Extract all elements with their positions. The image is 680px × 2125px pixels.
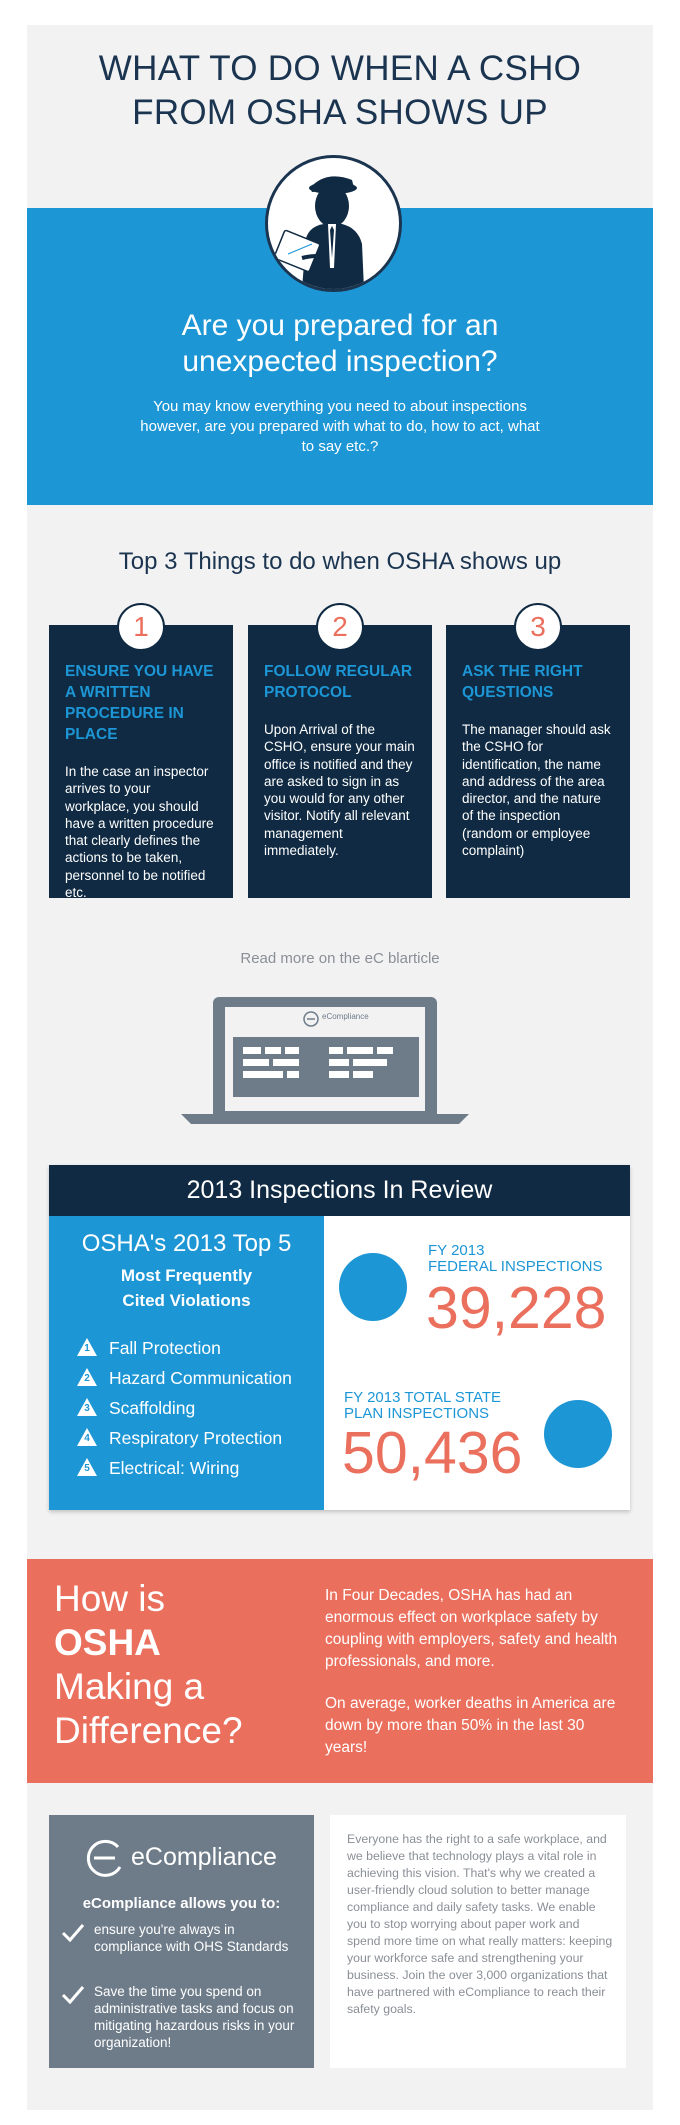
warning-triangle-icon: 1 [77, 1338, 97, 1356]
tip-text: In the case an inspector arrives to your workplace, you should have a written procedure that clearly defines the actions to be taken, personnel to be notified etc. [65, 764, 214, 901]
top3-title: Top 3 Things to do when OSHA shows up [118, 548, 562, 575]
stat-circle [339, 1253, 407, 1321]
read-more-link[interactable]: Read more on the eC blarticle [240, 950, 440, 967]
ecompliance-logo-text: eCompliance [131, 1843, 277, 1871]
laptop-logo-text: eCompliance [322, 1012, 369, 1021]
tip-heading: ASK THE RIGHT QUESTIONS [462, 663, 583, 701]
difference-heading: How is OSHA Making a Difference? [54, 1578, 243, 1751]
inspector-icon [268, 158, 399, 289]
difference-banner [27, 1559, 653, 1783]
tip-heading: FOLLOW REGULAR PROTOCOL [264, 663, 413, 701]
tip-card-3 [446, 611, 630, 898]
ecompliance-title: eCompliance allows you to: [82, 1895, 281, 1912]
violation-item: 1 Fall Protection [77, 1336, 221, 1360]
inspections-review [49, 1165, 630, 1510]
tip-text: Upon Arrival of the CSHO, ensure your main office is notified and they are asked to sign in as you would for any other visitor. Notify all relevant management immediately. [264, 722, 415, 859]
infographic [27, 25, 653, 2110]
difference-text-2: On average, worker deaths in America are down by more than 50% in the last 30 years! [325, 1695, 616, 1756]
about-panel [330, 1815, 626, 2068]
page-title: WHAT TO DO WHEN A CSHO FROM OSHA SHOWS UP [98, 49, 582, 132]
hero-text: You may know everything you need to about inspections however, are you prepared with what to do, how to act, what to say etc.? [140, 398, 540, 455]
violations-panel [49, 1216, 324, 1510]
top5-heading: OSHA's 2013 Top 5 [81, 1230, 292, 1257]
federal-value: 39,228 [426, 1275, 607, 1341]
violation-item: 4 Respiratory Protection [77, 1426, 282, 1450]
warning-triangle-icon: 3 [77, 1398, 97, 1416]
tip-number: 3 [514, 603, 562, 651]
laptop-illustration [181, 997, 469, 1124]
warning-triangle-icon: 4 [77, 1428, 97, 1446]
inspection-stats [324, 1216, 630, 1510]
ecompliance-benefit: ensure you're always in compliance with OHS Standards [94, 1922, 289, 1954]
tip-heading: ENSURE YOU HAVE A WRITTEN PROCEDURE IN PLACE [65, 663, 214, 743]
violation-item: 3 Scaffolding [77, 1396, 195, 1420]
federal-label: FY 2013 FEDERAL INSPECTIONS [428, 1242, 603, 1275]
difference-text-1: In Four Decades, OSHA has had an enormous effect on workplace safety by coupling with employers, safety and health professionals, and more. [325, 1587, 618, 1670]
tip-number: 1 [117, 603, 165, 651]
stat-circle [544, 1400, 612, 1468]
tip-card-1 [49, 611, 233, 901]
tip-card-2 [248, 611, 432, 898]
violation-item: 2 Hazard Communication [77, 1366, 292, 1390]
state-label: FY 2013 TOTAL STATE PLAN INSPECTIONS [344, 1389, 502, 1422]
ecompliance-panel [49, 1815, 314, 2068]
tip-text: The manager should ask the CSHO for identification, the name and address of the area director, and the nature of the inspection (random or employee complaint) [462, 722, 611, 859]
warning-triangle-icon: 2 [77, 1368, 97, 1386]
ecompliance-logo-icon [85, 1837, 127, 1879]
top5-subheading: Most Frequently Cited Violations [120, 1266, 253, 1310]
state-value: 50,436 [342, 1420, 523, 1486]
hero-heading: Are you prepared for an unexpected inspection? [181, 309, 499, 378]
violation-item: 5 Electrical: Wiring [77, 1456, 239, 1480]
inspections-title: 2013 Inspections In Review [49, 1165, 630, 1216]
tip-number: 2 [316, 603, 364, 651]
about-text: Everyone has the right to a safe workplace, and we believe that technology plays a vital role in achieving this vision. That's why we created a user-friendly cloud solution to better manage compliance and daily safety tasks. We enable you to stop worrying about paper work and spend more time on what really matters: keeping your workforce safe and strengthening your business. Join the over 3,000 organizations that have partnered with eCompliance to reach their safety goals. [347, 1832, 613, 2016]
checkmark-icon [61, 1923, 85, 1943]
checkmark-icon [61, 1985, 85, 2005]
inspector-illustration [265, 155, 402, 292]
warning-triangle-icon: 5 [77, 1458, 97, 1476]
ecompliance-benefit: Save the time you spend on administrative tasks and focus on mitigating hazardous risks in your organization! [94, 1984, 295, 2050]
